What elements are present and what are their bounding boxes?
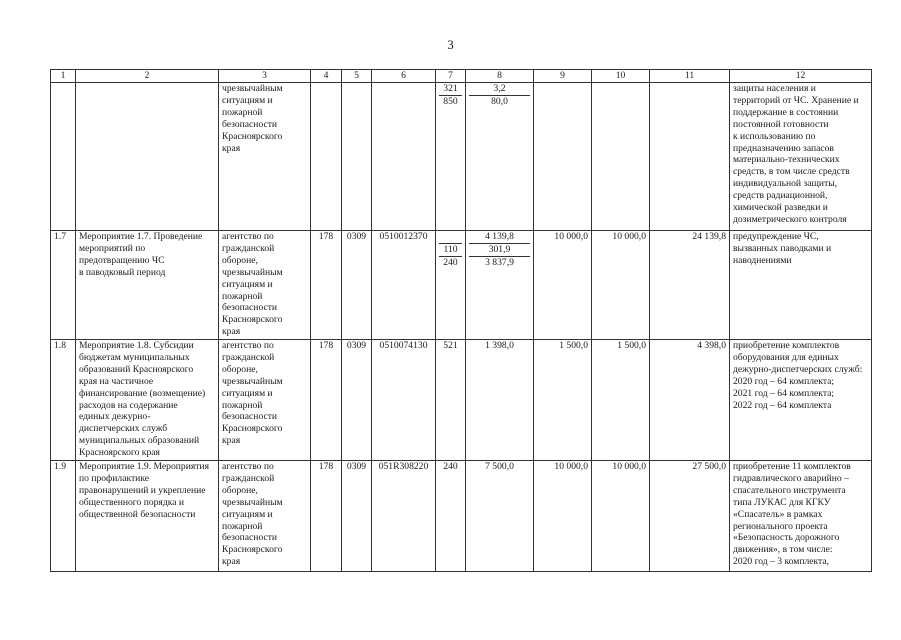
rzpr-code <box>342 83 372 231</box>
csr-code: 0510074130 <box>372 340 436 461</box>
column-header: 5 <box>342 70 372 83</box>
vr-code: 240 <box>439 256 462 269</box>
event-name: Мероприятие 1.9. Мероприятия по профилактике правонарушений и укрепление общественного порядка и общественной безопасности <box>76 461 219 572</box>
amount-2020-cell <box>466 231 534 340</box>
amount-total: 4 398,0 <box>650 340 730 461</box>
table-row <box>51 231 872 340</box>
rzpr-code: 0309 <box>342 340 372 461</box>
amount-total: 24 139,8 <box>650 231 730 340</box>
amount-2020: 4 139,8 <box>485 231 514 242</box>
grbs-code: 178 <box>311 461 342 572</box>
item-number: 1.9 <box>51 461 76 572</box>
csr-code: 051R308220 <box>372 461 436 572</box>
column-header: 9 <box>534 70 592 83</box>
amount-2020: 301,9 <box>469 243 530 256</box>
amount-2022: 10 000,0 <box>592 231 650 340</box>
csr-code: 0510012370 <box>372 231 436 340</box>
program-events-table <box>50 69 872 572</box>
responsible-agency: агентство по гражданской обороне, чрезвычайным ситуациям и пожарной безопасности Красноярского края <box>219 231 311 340</box>
amount-total: 27 500,0 <box>650 461 730 572</box>
event-name: Мероприятие 1.7. Проведение мероприятий по предотвращению ЧС в паводковый период <box>76 231 219 340</box>
table-row <box>51 340 872 461</box>
responsible-agency: агентство по гражданской обороне, чрезвычайным ситуациям и пожарной безопасности Красноярского края <box>219 461 311 572</box>
rzpr-code: 0309 <box>342 461 372 572</box>
column-header: 7 <box>436 70 466 83</box>
rzpr-code: 0309 <box>342 231 372 340</box>
column-header: 1 <box>51 70 76 83</box>
item-number: 1.7 <box>51 231 76 340</box>
vr-code: 521 <box>436 340 466 461</box>
column-header: 11 <box>650 70 730 83</box>
column-header: 10 <box>592 70 650 83</box>
amount-2021: 10 000,0 <box>534 231 592 340</box>
vr-code-cell <box>436 231 466 340</box>
event-name: Мероприятие 1.8. Субсидии бюджетам муниципальных образований Красноярского края на частичное финансирование (возмещение) расходов на содержание единых дежурно- диспетчерских служб муниципальных образований Красноярского края <box>76 340 219 461</box>
expected-result: приобретение 11 комплектов гидравлического аварийно – спасательного инструмента типа ЛУКАС для КГКУ «Спасатель» в рамках регионального проекта «Безопасность дорожного движения», в том числе: 2020 год – 3 комплекта, <box>730 461 872 572</box>
amount-2022: 1 500,0 <box>592 340 650 461</box>
amount-2020: 7 500,0 <box>466 461 534 572</box>
vr-code: 240 <box>436 461 466 572</box>
table-row <box>51 83 872 231</box>
item-number <box>51 83 76 231</box>
amount-2020: 3,2 <box>493 83 506 94</box>
amount-2021: 10 000,0 <box>534 461 592 572</box>
vr-code-cell <box>436 83 466 231</box>
column-header: 6 <box>372 70 436 83</box>
grbs-code: 178 <box>311 340 342 461</box>
amount-2020-cell <box>466 83 534 231</box>
expected-result: защиты населения и территорий от ЧС. Хранение и поддержание в состоянии постоянной готовности к использованию по предназначению запасов материально-технических средств, в том числе средств индивидуальной защиты, средств радиационной, химической разведки и дозиметрического контроля <box>730 83 872 231</box>
column-header: 2 <box>76 70 219 83</box>
column-header: 12 <box>730 70 872 83</box>
table-row <box>51 461 872 572</box>
event-name <box>76 83 219 231</box>
column-number-header-row <box>51 70 872 83</box>
amount-2020: 80,0 <box>469 95 530 108</box>
responsible-agency: агентство по гражданской обороне, чрезвычайным ситуациям и пожарной безопасности Красноярского края <box>219 340 311 461</box>
column-header: 8 <box>466 70 534 83</box>
item-number: 1.8 <box>51 340 76 461</box>
expected-result: предупреждение ЧС, вызванных паводками и наводнениями <box>730 231 872 340</box>
amount-2022 <box>592 83 650 231</box>
grbs-code <box>311 83 342 231</box>
responsible-agency: чрезвычайным ситуациям и пожарной безопасности Красноярского края <box>219 83 311 231</box>
amount-2022: 10 000,0 <box>592 461 650 572</box>
csr-code <box>372 83 436 231</box>
amount-total <box>650 83 730 231</box>
amount-2020: 1 398,0 <box>466 340 534 461</box>
column-header: 4 <box>311 70 342 83</box>
column-header: 3 <box>219 70 311 83</box>
vr-code <box>439 231 462 243</box>
amount-2020: 3 837,9 <box>469 256 530 269</box>
page-number: 3 <box>447 37 454 52</box>
vr-code: 850 <box>439 95 462 108</box>
vr-code: 321 <box>443 83 458 94</box>
grbs-code: 178 <box>311 231 342 340</box>
amount-2021 <box>534 83 592 231</box>
vr-code: 110 <box>439 243 462 256</box>
amount-2021: 1 500,0 <box>534 340 592 461</box>
expected-result: приобретение комплектов оборудования для единых дежурно-диспетчерских служб: 2020 год – 64 комплекта; 2021 год – 64 комплекта; 2022 год – 64 комплекта <box>730 340 872 461</box>
